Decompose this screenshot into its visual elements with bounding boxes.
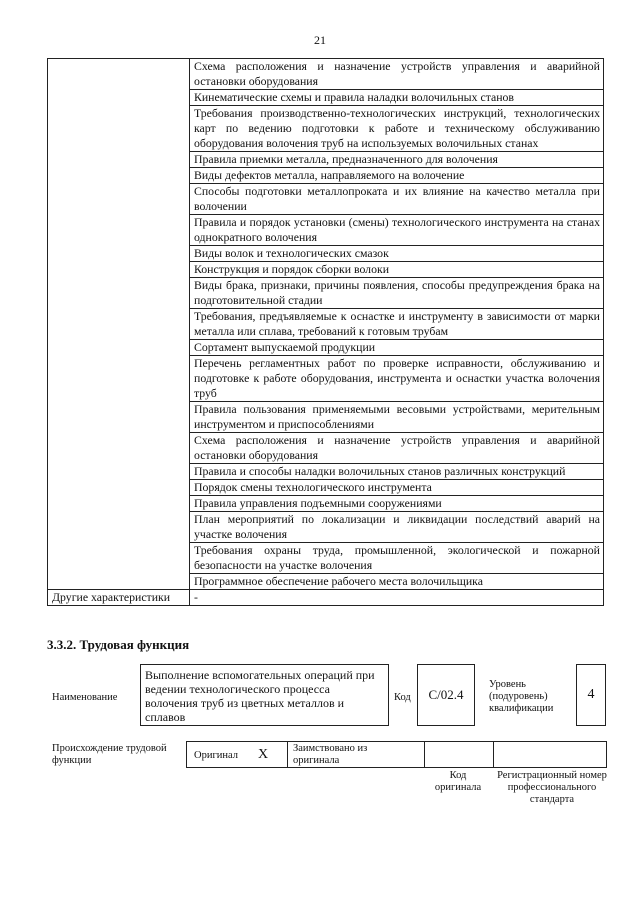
knowledge-table [47,58,604,606]
table-cell: Правила и способы наладки волочильных станов различных конструкций [190,464,604,480]
table-cell: Конструкция и порядок сборки волоки [190,262,604,278]
section-heading: 3.3.2. Трудовая функция [47,637,190,652]
borrowed-label: Заимствовано из оригинала [293,743,368,766]
table-row-other [48,590,604,606]
table-row [48,59,604,90]
original-mark: X [258,747,269,762]
page-number: 21 [314,33,326,47]
other-characteristics-label: Другие характеристики [48,590,190,606]
table-cell: Виды дефектов металла, направляемого на волочение [190,168,604,184]
function-name-box [140,664,389,726]
registration-caption: Регистрационный номер профессионального стандарта [497,770,607,805]
table-cell: Виды волок и технологических смазок [190,246,604,262]
table-cell: Порядок смены технологического инструмента [190,480,604,496]
level-value: 4 [587,687,595,702]
code-value: С/02.4 [428,687,464,702]
table-cell: Программное обеспечение рабочего места волочильщика [190,574,604,590]
table-cell: Требования производственно-технологических инструкций, технологических карт по ведению подготовки к работе и техническому обслуживанию оборудования волочения труб на используемых волочильных станах [190,106,604,152]
code-label: Код [394,692,411,703]
level-label: Уровень (подуровень) квалификации [489,679,554,714]
table-cell: Требования охраны труда, промышленной, экологической и пожарной безопасности на участке волочения [190,543,604,574]
table-cell: Правила и порядок установки (смены) технологического инструмента на станах однократного волочения [190,215,604,246]
table-cell: Перечень регламентных работ по проверке исправности, обслуживанию и подготовке к работе оборудования, инструмента и оснастки участка волочения труб [190,356,604,402]
code-value-box [417,664,475,726]
table-cell: Правила приемки металла, предназначенного для волочения [190,152,604,168]
table-cell: Сортамент выпускаемой продукции [190,340,604,356]
other-characteristics-value: - [190,590,604,606]
function-name-value: Выполнение вспомогательных операций при ведении технологического процесса волочения труб из цветных металлов и сплавов [145,668,375,724]
original-label: Оригинал [194,750,238,761]
table-cell: План мероприятий по локализации и ликвидации последствий аварий на участке волочения [190,512,604,543]
table-cell: Способы подготовки металлопроката и их влияние на качество металла при волочении [190,184,604,215]
origin-label: Происхождение трудовой функции [52,743,167,766]
table-left-cell [48,59,190,590]
origin-divider [424,741,425,768]
table-cell: Правила пользования применяемыми весовыми устройствами, мерительным инструментом и приспособлениями [190,402,604,433]
table-cell: Правила управления подъемными сооружениями [190,496,604,512]
table-cell: Схема расположения и назначение устройств управления и аварийной остановки оборудования [190,433,604,464]
code-original-caption: Код оригинала [434,770,482,793]
table-cell: Требования, предъявляемые к оснастке и инструменту в зависимости от марки металла или сплава, требований к готовым трубам [190,309,604,340]
origin-divider [287,741,288,768]
table-cell: Кинематические схемы и правила наладки волочильных станов [190,90,604,106]
table-cell: Виды брака, признаки, причины появления, способы предупреждения брака на подготовительной стадии [190,278,604,309]
origin-divider [493,741,494,768]
name-label: Наименование [52,692,118,703]
level-value-box [576,664,606,726]
table-cell: Схема расположения и назначение устройств управления и аварийной остановки оборудования [190,59,604,90]
